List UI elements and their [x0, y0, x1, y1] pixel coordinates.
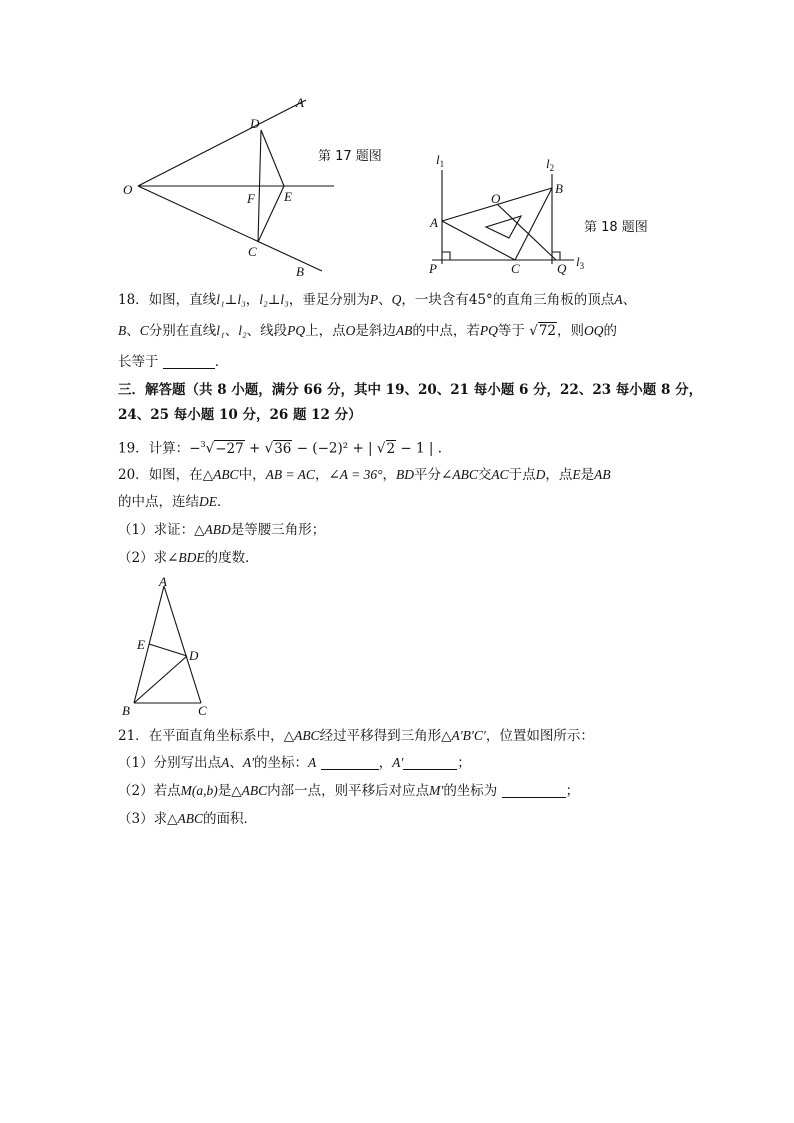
figure-18 [424, 152, 594, 277]
answer-blank-18[interactable] [163, 354, 215, 369]
q18-line-2: B、C分别在直线l₁、l₂、线段PQ上，点O是斜边AB的中点，若PQ等于 √72，则OQ的 [118, 323, 618, 339]
q21-sub-3: （3）求△ABC的面积． [118, 811, 257, 827]
label-Q: Q [557, 261, 567, 276]
answer-blank-21-A[interactable] [321, 755, 379, 770]
label-B: B [555, 181, 563, 196]
q20-line-2: 的中点，连结DE． [118, 494, 231, 510]
figure-17 [118, 94, 358, 284]
q21-sub-2: （2）若点M(a,b)是△ABC内部一点，则平移后对应点M′的坐标为 ； [118, 783, 580, 799]
section-3-heading-1: 三．解答题（共 8 小题，满分 66 分，其中 19、20、21 每小题 6 分，22、23 每小题 8 分， [118, 382, 703, 398]
label-A: A [159, 574, 167, 589]
q18-line-1: 18．如图，直线l₁⊥l₃，l₂⊥l₃，垂足分别为P、Q，一块含有45°的直角三角板的顶点A、 [118, 292, 637, 308]
label-A: A [430, 215, 438, 230]
q20-sub-2: （2）求∠BDE的度数． [118, 550, 259, 566]
label-E: E [137, 637, 145, 652]
label-l3: $l_3$ [576, 254, 585, 271]
figure-17-caption: 第 17 题图 [318, 149, 382, 164]
q20-sub-1: （1）求证：△ABD是等腰三角形； [118, 522, 326, 538]
label-C: C [198, 703, 207, 718]
label-O: O [123, 182, 133, 197]
label-B: B [296, 264, 304, 279]
label-E: E [284, 189, 292, 204]
label-D: D [189, 648, 199, 663]
figure-18-caption: 第 18 题图 [584, 220, 648, 235]
answer-blank-21-A-prime[interactable] [403, 755, 457, 770]
label-C: C [511, 261, 520, 276]
label-P: P [429, 261, 437, 276]
label-A: A [296, 95, 304, 110]
label-C: C [248, 244, 257, 259]
q21-sub-1: （1）分别写出点A、A′的坐标：A ，A′ ； [118, 755, 471, 771]
label-D: D [250, 116, 260, 131]
label-F: F [247, 191, 255, 206]
label-B: B [122, 703, 130, 718]
label-O: O [491, 191, 501, 206]
figure-20 [118, 574, 228, 720]
q19: 19．计算：−$^3$√−27 + √36 − (−2)² + | √2 − 1 | ． [118, 440, 452, 457]
answer-blank-21-M-prime[interactable] [502, 783, 566, 798]
q21-line-1: 21．在平面直角坐标系中，△ABC经过平移得到三角形△A′B′C′，位置如图所示： [118, 728, 594, 744]
section-3-heading-2: 24、25 每小题 10 分，26 题 12 分） [118, 407, 362, 423]
q18-line-3: 长等于 ． [118, 354, 229, 370]
label-l2: $l_2$ [546, 156, 555, 173]
q20-line-1: 20．如图，在△ABC中，AB = AC，∠A = 36°，BD平分∠ABC交AC于点D，点E是AB [118, 467, 611, 483]
label-l1: $l_1$ [436, 152, 445, 169]
